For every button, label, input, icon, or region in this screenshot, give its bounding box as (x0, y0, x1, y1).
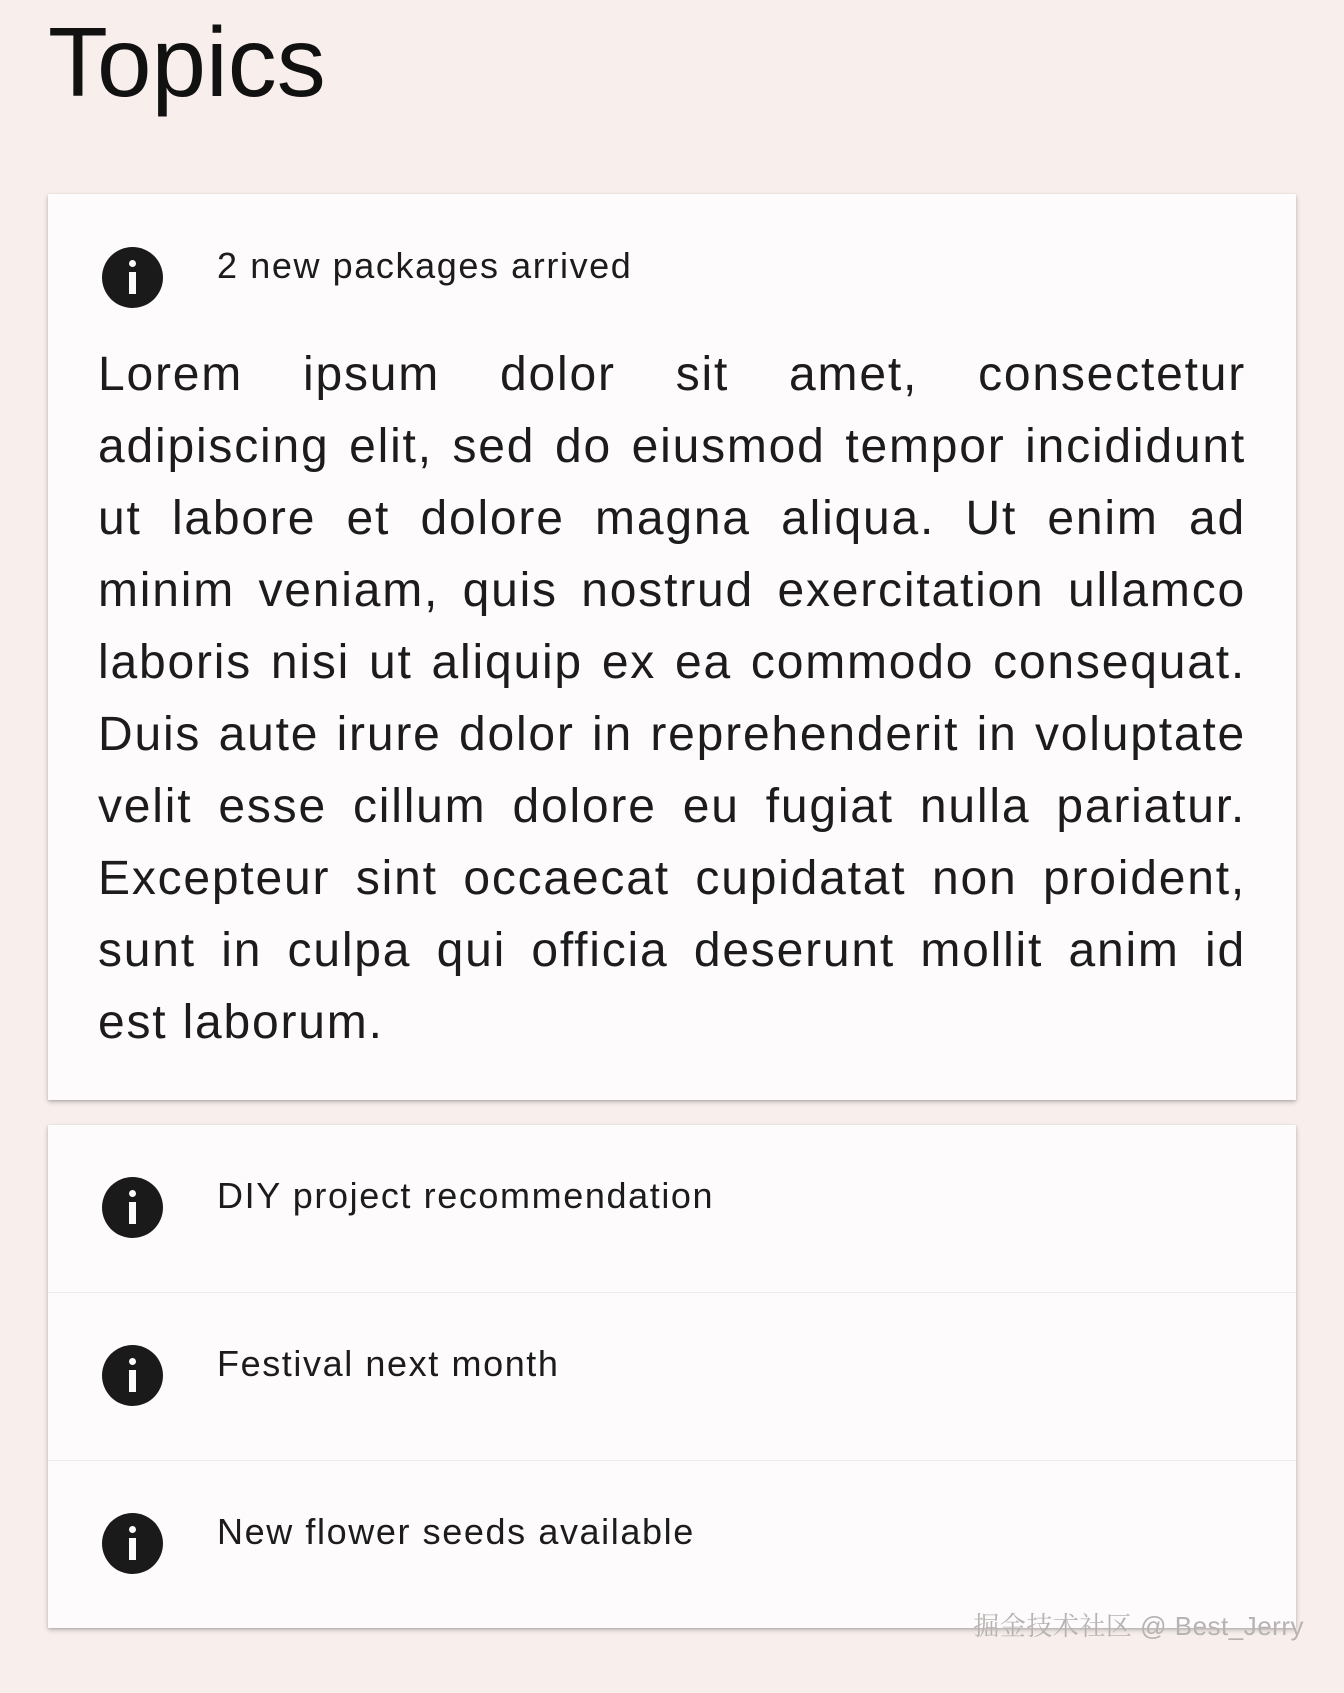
info-icon (102, 1345, 163, 1406)
topic-title: Festival next month (217, 1343, 560, 1384)
topic-list-item[interactable] (48, 1292, 1296, 1460)
info-icon (102, 1177, 163, 1238)
topic-list-item[interactable] (48, 1460, 1296, 1628)
info-icon (102, 1513, 163, 1574)
info-icon (102, 247, 163, 308)
watermark: 掘金技术社区 @ Best_Jerry (973, 1611, 1304, 1641)
page-title: Topics (48, 7, 326, 117)
topic-list-item[interactable] (48, 1125, 1296, 1292)
topic-card-expanded[interactable] (48, 194, 1296, 1100)
topic-title: New flower seeds available (217, 1511, 695, 1552)
topic-title: DIY project recommendation (217, 1175, 715, 1216)
topic-title: 2 new packages arrived (217, 245, 633, 286)
topic-list-card (48, 1125, 1296, 1628)
topic-body-text: Lorem ipsum dolor sit amet, consectetur adipiscing elit, sed do eiusmod tempor incididunt ut labore et dolore magna aliqua. Ut enim ad minim veniam, quis nostrud exercitation ullamco laboris nisi ut aliquip ex ea commodo consequat. Duis aute irure dolor in reprehenderit in voluptate velit esse cillum dolore eu fugiat nulla pariatur. Excepteur sint occaecat cupidatat non proident, sunt in culpa qui officia deserunt mollit anim id est laborum. (98, 348, 1246, 1049)
